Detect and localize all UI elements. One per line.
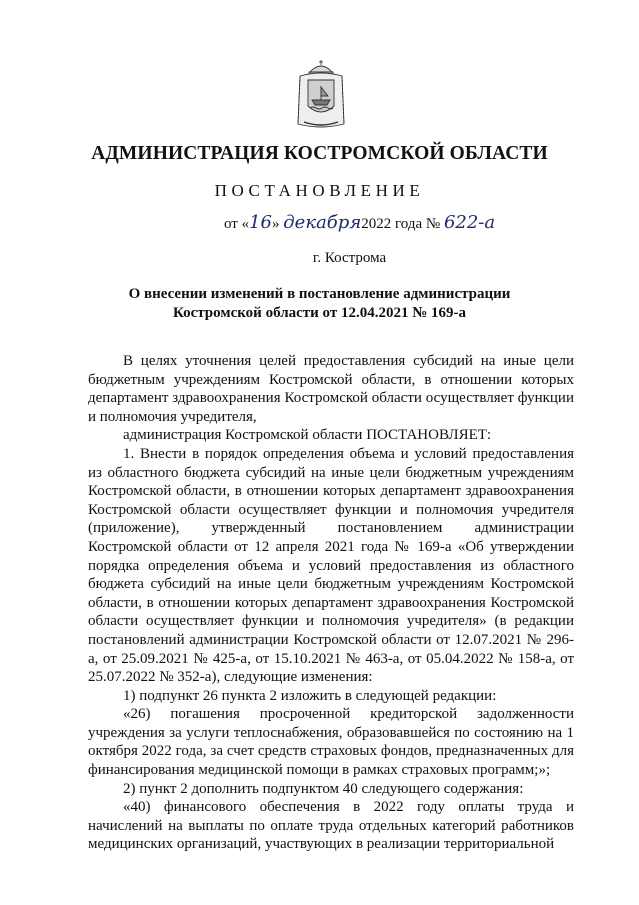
handwritten-day: 16 (249, 212, 273, 233)
paragraph-quote-26: «26) погашения просроченной кредиторской задолженности учреждения за услуги теплоснабжения, образовавшейся по состоянию на 1 октября 2022 года, за счет средств страховых фондов, предназначенных для финансирования медицинской помощи в рамках страховых программ;»; (88, 706, 574, 779)
document-type: ПОСТАНОВЛЕНИЕ (214, 181, 425, 200)
paragraph-resolves: администрация Костромской области ПОСТАНОВЛЯЕТ: (123, 427, 492, 444)
coat-of-arms-emblem (296, 58, 346, 132)
subject-line-2: Костромской области от 12.04.2021 № 169-а (172, 305, 467, 321)
paragraph-subitem-1: 1) подпункт 26 пункта 2 изложить в следующей редакции: (123, 687, 497, 704)
paragraph-item-1: 1. Внести в порядок определения объема и условий предоставления из областного бюджета субсидий на иные цели бюджетным учреждениям Костромской области, в отношении которых департамент здравоохранения Костромской области осуществляет функции и полномочия учредителя (приложение), утвержденный постановлением администрации Костромской области от 12 апреля 2021 года № 169-а «Об утверждении порядка определения объема и условий предоставления из областного бюджета субсидий на иные цели бюджетным учреждениям Костромской области, в отношении которых департамент здравоохранения Костромской области осуществляет функции и полномочия учредителя» (в редакции постановлений администрации Костромской области от 12.07.2021 № 296-а, от 25.09.2021 № 425-а, от 15.10.2021 № 463-а, от 05.04.2022 № 158-а, от 25.07.2022 № 352-а), следующие изменения: (88, 445, 574, 686)
paragraph-preamble: В целях уточнения целей предоставления субсидий на иные цели бюджетным учреждениям Костромской области, в отношении которых департамент здравоохранения Костромской области осуществляет функции и полномочия учредителя, (88, 353, 574, 425)
document-date-line (224, 212, 495, 233)
subject-line-1: О внесении изменений в постановление администрации (128, 286, 511, 302)
handwritten-doc-number: 622-а (443, 212, 496, 233)
date-prefix: от « (224, 216, 250, 232)
city-name: г. Кострома (312, 250, 387, 266)
paragraph-subitem-2: 2) пункт 2 дополнить подпунктом 40 следующего содержания: (123, 780, 524, 797)
document-subject (0, 285, 639, 323)
document-body (88, 352, 574, 854)
handwritten-month: декабря (283, 212, 362, 233)
date-mid: » (272, 216, 280, 232)
paragraph-quote-40: «40) финансового обеспечения в 2022 году оплаты труда и начислений на выплаты по оплате труда отдельных категорий работников медицинских организаций, участвующих в реализации территориальной (88, 799, 574, 853)
organization-title: АДМИНИСТРАЦИЯ КОСТРОМСКОЙ ОБЛАСТИ (91, 143, 548, 164)
date-year: 2022 года № (361, 216, 441, 232)
